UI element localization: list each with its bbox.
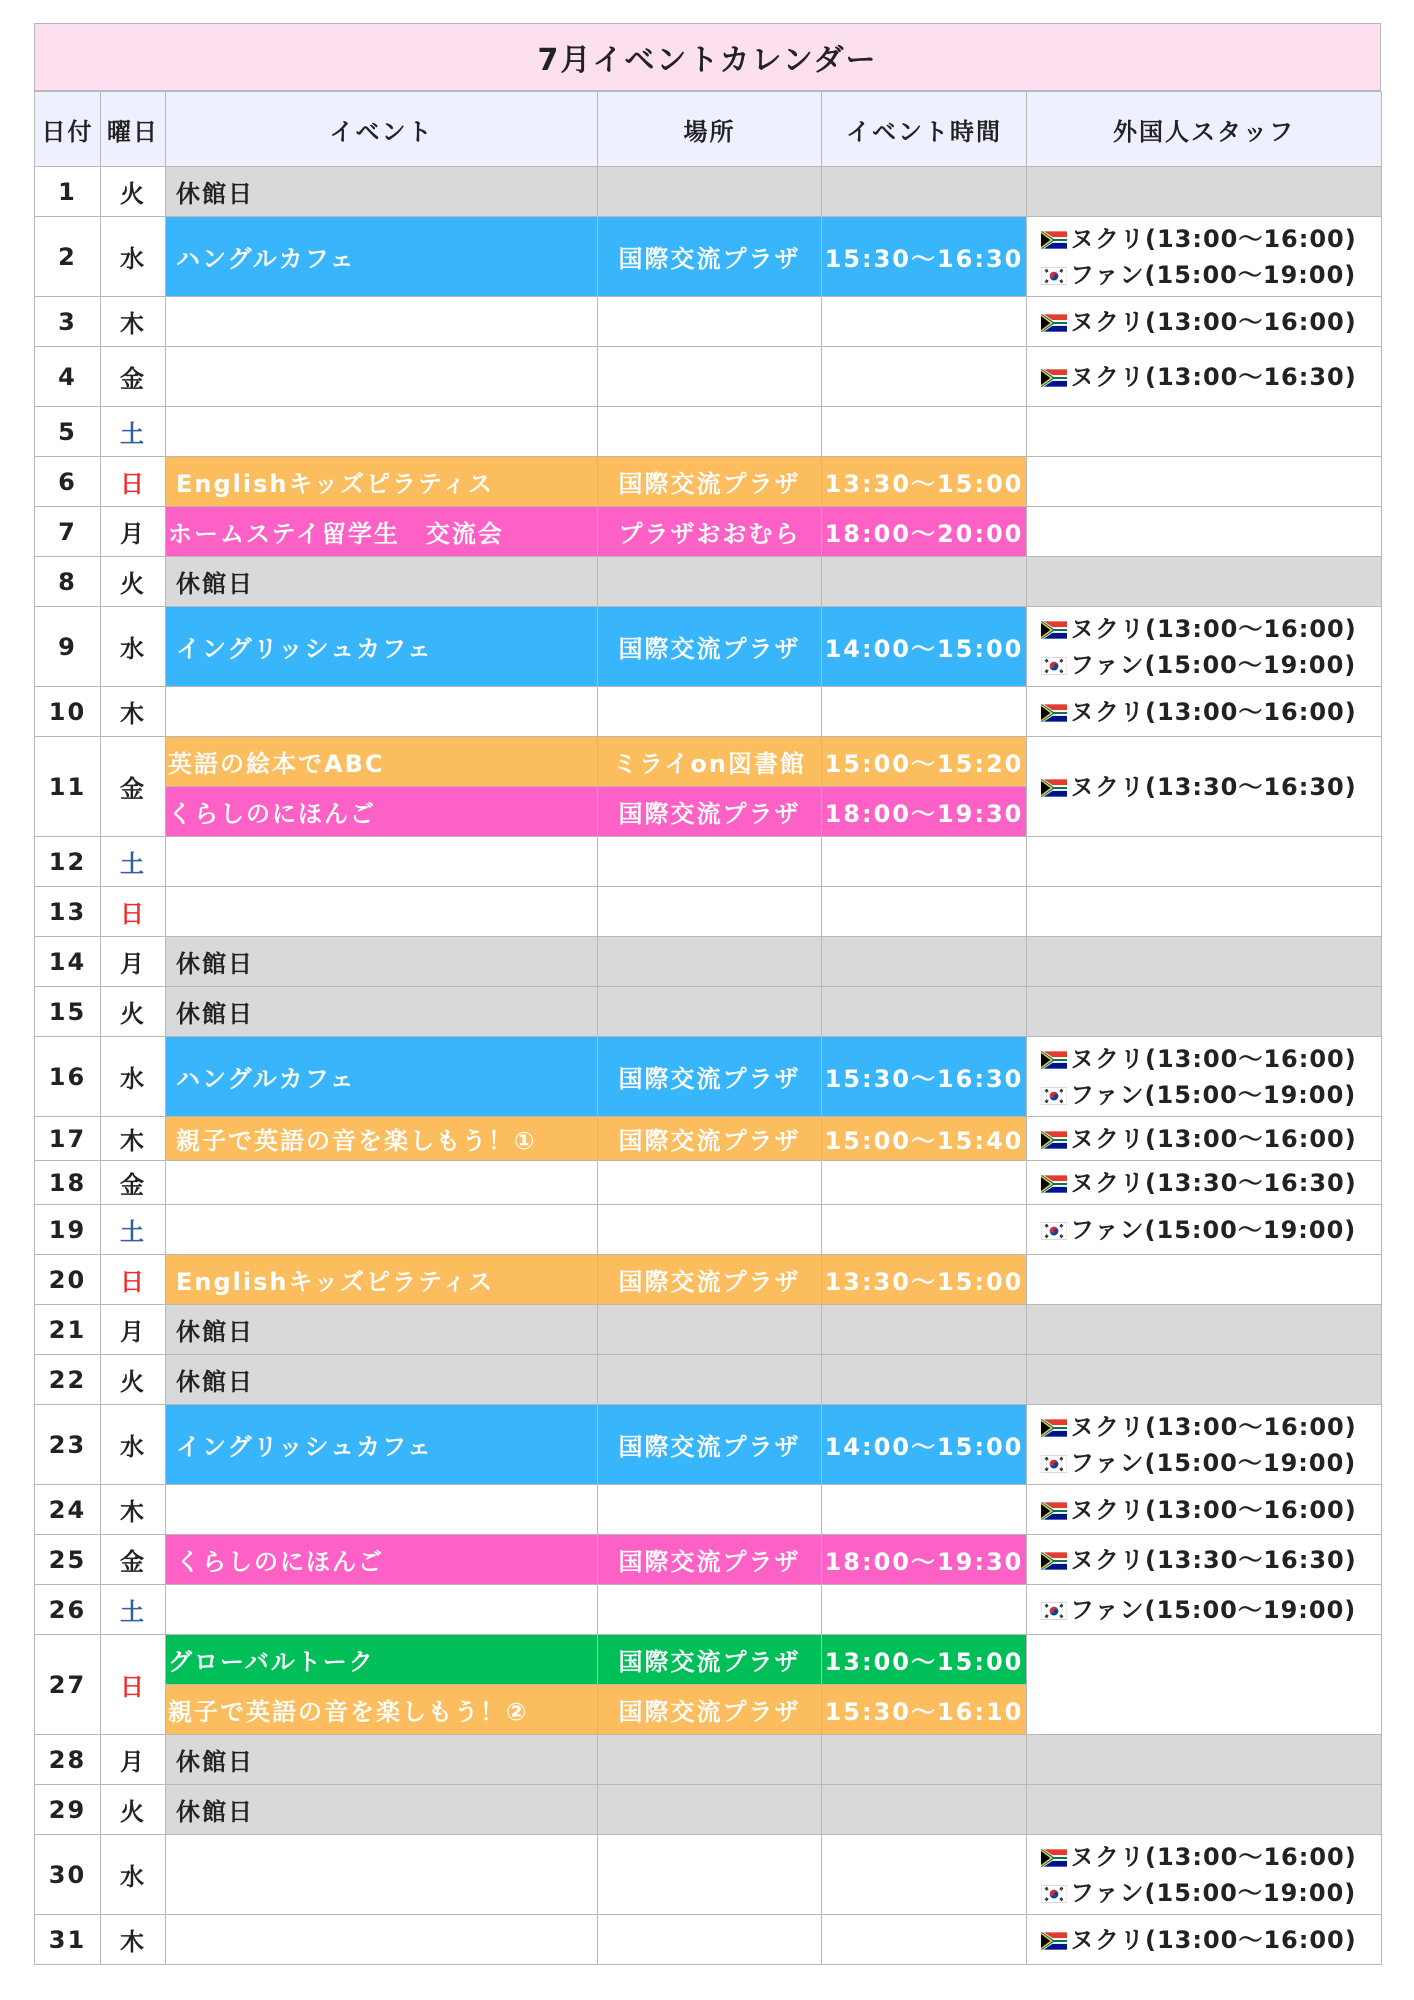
event-place-cell <box>598 407 822 457</box>
table-row <box>35 1915 1382 1965</box>
date-cell: 24 <box>35 1485 101 1535</box>
table-row <box>35 1037 1382 1117</box>
weekday-cell: 火 <box>101 1355 166 1405</box>
weekday-cell: 月 <box>101 937 166 987</box>
korea-flag-icon <box>1041 657 1067 675</box>
staff-cell <box>1027 1585 1382 1635</box>
event-name-cell: 休館日 <box>166 1785 598 1835</box>
event-place-cell <box>598 167 822 217</box>
event-name-cell: 休館日 <box>166 1735 598 1785</box>
date-cell: 21 <box>35 1305 101 1355</box>
staff-cell <box>1027 407 1382 457</box>
date-cell: 6 <box>35 457 101 507</box>
event-place-cell: 国際交流プラザ <box>598 1037 822 1117</box>
table-row <box>35 457 1382 507</box>
event-place-cell <box>598 1305 822 1355</box>
date-cell: 4 <box>35 347 101 407</box>
event-time-cell <box>822 167 1027 217</box>
event-place-cell <box>598 687 822 737</box>
weekday-cell: 月 <box>101 1735 166 1785</box>
event-place-cell <box>598 837 822 887</box>
staff-name: ファン(15:00〜19:00) <box>1070 1595 1357 1624</box>
date-cell: 5 <box>35 407 101 457</box>
staff-name: ヌクリ(13:30〜16:30) <box>1070 1168 1357 1197</box>
staff-entry <box>1041 769 1381 805</box>
staff-cell <box>1027 607 1382 687</box>
event-name-cell <box>166 687 598 737</box>
south-africa-flag-icon <box>1041 314 1067 332</box>
table-row <box>35 1485 1382 1535</box>
date-cell: 30 <box>35 1835 101 1915</box>
event-time-cell: 18:00〜19:30 <box>822 787 1027 837</box>
table-row <box>35 737 1382 787</box>
weekday-cell: 木 <box>101 1117 166 1161</box>
weekday-cell: 日 <box>101 887 166 937</box>
staff-cell <box>1027 987 1382 1037</box>
event-name-cell: 親子で英語の音を楽しもう！② <box>166 1685 598 1735</box>
event-place-cell <box>598 1585 822 1635</box>
weekday-cell: 土 <box>101 837 166 887</box>
staff-cell <box>1027 937 1382 987</box>
event-time-cell <box>822 1205 1027 1255</box>
event-name-cell: ハングルカフェ <box>166 1037 598 1117</box>
staff-name: ヌクリ(13:00〜16:00) <box>1070 1412 1357 1441</box>
weekday-cell: 火 <box>101 167 166 217</box>
event-name-cell <box>166 1585 598 1635</box>
staff-cell <box>1027 557 1382 607</box>
date-cell: 2 <box>35 217 101 297</box>
table-row <box>35 167 1382 217</box>
staff-name: ヌクリ(13:00〜16:00) <box>1070 1925 1357 1954</box>
date-cell: 16 <box>35 1037 101 1117</box>
weekday-cell: 木 <box>101 1915 166 1965</box>
staff-cell <box>1027 1915 1382 1965</box>
table-row <box>35 1255 1382 1305</box>
header-weekday: 曜日 <box>101 92 166 167</box>
event-name-cell: 英語の絵本でABC <box>166 737 598 787</box>
weekday-cell: 金 <box>101 1161 166 1205</box>
weekday-cell: 日 <box>101 457 166 507</box>
staff-name: ヌクリ(13:00〜16:00) <box>1070 1495 1357 1524</box>
date-cell: 8 <box>35 557 101 607</box>
weekday-cell: 土 <box>101 1205 166 1255</box>
staff-entry <box>1041 647 1381 683</box>
date-cell: 14 <box>35 937 101 987</box>
event-time-cell <box>822 407 1027 457</box>
staff-name: ヌクリ(13:00〜16:00) <box>1070 1842 1357 1871</box>
staff-entry <box>1041 1445 1381 1481</box>
event-name-cell <box>166 1485 598 1535</box>
staff-name: ヌクリ(13:00〜16:00) <box>1070 224 1357 253</box>
korea-flag-icon <box>1041 1885 1067 1903</box>
event-place-cell: 国際交流プラザ <box>598 1255 822 1305</box>
south-africa-flag-icon <box>1041 1131 1067 1149</box>
table-row <box>35 1117 1382 1161</box>
staff-name: ヌクリ(13:00〜16:30) <box>1070 362 1357 391</box>
event-place-cell: 国際交流プラザ <box>598 1117 822 1161</box>
event-time-cell: 18:00〜19:30 <box>822 1535 1027 1585</box>
staff-cell <box>1027 1635 1382 1735</box>
table-row <box>35 687 1382 737</box>
staff-name: ヌクリ(13:30〜16:30) <box>1070 772 1357 801</box>
weekday-cell: 土 <box>101 1585 166 1635</box>
staff-name: ヌクリ(13:00〜16:00) <box>1070 1044 1357 1073</box>
event-place-cell <box>598 1355 822 1405</box>
event-name-cell <box>166 1915 598 1965</box>
calendar-table <box>34 91 1382 1965</box>
weekday-cell: 金 <box>101 347 166 407</box>
staff-entry <box>1041 1542 1381 1578</box>
staff-cell <box>1027 1535 1382 1585</box>
date-cell: 10 <box>35 687 101 737</box>
staff-cell <box>1027 1037 1382 1117</box>
staff-name: ファン(15:00〜19:00) <box>1070 1448 1357 1477</box>
event-time-cell: 15:30〜16:30 <box>822 217 1027 297</box>
staff-entry <box>1041 359 1381 395</box>
table-row <box>35 837 1382 887</box>
staff-name: ファン(15:00〜19:00) <box>1070 650 1357 679</box>
event-time-cell: 15:00〜15:40 <box>822 1117 1027 1161</box>
staff-entry <box>1041 1492 1381 1528</box>
staff-name: ファン(15:00〜19:00) <box>1070 1878 1357 1907</box>
event-calendar <box>34 23 1381 1965</box>
event-name-cell: 休館日 <box>166 1355 598 1405</box>
staff-name: ヌクリ(13:00〜16:00) <box>1070 614 1357 643</box>
weekday-cell: 金 <box>101 737 166 837</box>
south-africa-flag-icon <box>1041 1552 1067 1570</box>
table-row <box>35 1305 1382 1355</box>
header-place: 場所 <box>598 92 822 167</box>
event-time-cell: 14:00〜15:00 <box>822 1405 1027 1485</box>
event-time-cell <box>822 1735 1027 1785</box>
event-name-cell: 休館日 <box>166 557 598 607</box>
staff-entry <box>1041 1922 1381 1958</box>
event-place-cell: 国際交流プラザ <box>598 217 822 297</box>
event-name-cell <box>166 1835 598 1915</box>
table-row <box>35 557 1382 607</box>
event-time-cell <box>822 1305 1027 1355</box>
table-row <box>35 607 1382 687</box>
event-name-cell <box>166 837 598 887</box>
weekday-cell: 日 <box>101 1255 166 1305</box>
date-cell: 7 <box>35 507 101 557</box>
event-name-cell: くらしのにほんご <box>166 787 598 837</box>
date-cell: 26 <box>35 1585 101 1635</box>
event-place-cell <box>598 297 822 347</box>
event-name-cell <box>166 347 598 407</box>
date-cell: 25 <box>35 1535 101 1585</box>
event-place-cell: ミライon図書館 <box>598 737 822 787</box>
table-row <box>35 1585 1382 1635</box>
staff-cell <box>1027 1355 1382 1405</box>
staff-cell <box>1027 1785 1382 1835</box>
staff-entry <box>1041 1592 1381 1628</box>
weekday-cell: 水 <box>101 1835 166 1915</box>
event-time-cell <box>822 837 1027 887</box>
weekday-cell: 金 <box>101 1535 166 1585</box>
date-cell: 31 <box>35 1915 101 1965</box>
weekday-cell: 木 <box>101 297 166 347</box>
event-place-cell: 国際交流プラザ <box>598 1405 822 1485</box>
event-time-cell <box>822 347 1027 407</box>
staff-entry <box>1041 257 1381 293</box>
south-africa-flag-icon <box>1041 1051 1067 1069</box>
table-row <box>35 887 1382 937</box>
header-row <box>35 92 1382 167</box>
date-cell: 28 <box>35 1735 101 1785</box>
staff-entry <box>1041 1077 1381 1113</box>
south-africa-flag-icon <box>1041 1849 1067 1867</box>
staff-entry <box>1041 1875 1381 1911</box>
table-row <box>35 1635 1382 1685</box>
event-name-cell: イングリッシュカフェ <box>166 607 598 687</box>
korea-flag-icon <box>1041 1455 1067 1473</box>
event-place-cell: 国際交流プラザ <box>598 607 822 687</box>
weekday-cell: 火 <box>101 557 166 607</box>
date-cell: 12 <box>35 837 101 887</box>
event-place-cell: 国際交流プラザ <box>598 1685 822 1735</box>
staff-cell <box>1027 347 1382 407</box>
event-time-cell <box>822 297 1027 347</box>
event-place-cell <box>598 557 822 607</box>
staff-entry <box>1041 221 1381 257</box>
staff-entry <box>1041 1212 1381 1248</box>
table-row <box>35 217 1382 297</box>
header-staff: 外国人スタッフ <box>1027 92 1382 167</box>
event-name-cell: 休館日 <box>166 987 598 1037</box>
table-row <box>35 297 1382 347</box>
event-time-cell <box>822 687 1027 737</box>
event-name-cell: 休館日 <box>166 167 598 217</box>
event-place-cell <box>598 1735 822 1785</box>
event-time-cell: 13:30〜15:00 <box>822 1255 1027 1305</box>
header-date: 日付 <box>35 92 101 167</box>
weekday-cell: 土 <box>101 407 166 457</box>
staff-cell <box>1027 1161 1382 1205</box>
date-cell: 1 <box>35 167 101 217</box>
staff-cell <box>1027 217 1382 297</box>
weekday-cell: 木 <box>101 1485 166 1535</box>
staff-name: ヌクリ(13:00〜16:00) <box>1070 1124 1357 1153</box>
event-time-cell: 18:00〜20:00 <box>822 507 1027 557</box>
event-place-cell: 国際交流プラザ <box>598 787 822 837</box>
staff-name: ファン(15:00〜19:00) <box>1070 260 1357 289</box>
date-cell: 17 <box>35 1117 101 1161</box>
event-place-cell <box>598 1205 822 1255</box>
event-place-cell: プラザおおむら <box>598 507 822 557</box>
table-row <box>35 937 1382 987</box>
event-place-cell <box>598 1785 822 1835</box>
staff-name: ヌクリ(13:00〜16:00) <box>1070 697 1357 726</box>
weekday-cell: 水 <box>101 217 166 297</box>
table-row <box>35 987 1382 1037</box>
event-time-cell <box>822 1485 1027 1535</box>
staff-cell <box>1027 687 1382 737</box>
event-name-cell: Englishキッズピラティス <box>166 1255 598 1305</box>
weekday-cell: 木 <box>101 687 166 737</box>
event-place-cell <box>598 1161 822 1205</box>
staff-cell <box>1027 1305 1382 1355</box>
south-africa-flag-icon <box>1041 1175 1067 1193</box>
south-africa-flag-icon <box>1041 1932 1067 1950</box>
weekday-cell: 月 <box>101 1305 166 1355</box>
staff-cell <box>1027 887 1382 937</box>
staff-cell <box>1027 1835 1382 1915</box>
table-row <box>35 1835 1382 1915</box>
staff-cell <box>1027 1405 1382 1485</box>
staff-cell <box>1027 1117 1382 1161</box>
table-row <box>35 1161 1382 1205</box>
table-row <box>35 1355 1382 1405</box>
staff-cell <box>1027 507 1382 557</box>
event-name-cell: 親子で英語の音を楽しもう！① <box>166 1117 598 1161</box>
event-name-cell <box>166 1161 598 1205</box>
staff-name: ファン(15:00〜19:00) <box>1070 1215 1357 1244</box>
event-name-cell: グローバルトーク <box>166 1635 598 1685</box>
event-time-cell <box>822 1585 1027 1635</box>
event-time-cell <box>822 937 1027 987</box>
korea-flag-icon <box>1041 1602 1067 1620</box>
event-place-cell <box>598 1485 822 1535</box>
event-name-cell: くらしのにほんご <box>166 1535 598 1585</box>
header-time: イベント時間 <box>822 92 1027 167</box>
staff-entry <box>1041 1409 1381 1445</box>
table-row <box>35 1205 1382 1255</box>
event-time-cell: 15:30〜16:10 <box>822 1685 1027 1735</box>
event-name-cell: ハングルカフェ <box>166 217 598 297</box>
south-africa-flag-icon <box>1041 1419 1067 1437</box>
event-time-cell <box>822 987 1027 1037</box>
event-time-cell <box>822 557 1027 607</box>
event-time-cell: 15:00〜15:20 <box>822 737 1027 787</box>
event-name-cell <box>166 297 598 347</box>
staff-cell <box>1027 1485 1382 1535</box>
event-name-cell: 休館日 <box>166 1305 598 1355</box>
event-name-cell: Englishキッズピラティス <box>166 457 598 507</box>
event-time-cell <box>822 1835 1027 1915</box>
event-name-cell <box>166 887 598 937</box>
staff-entry <box>1041 1839 1381 1875</box>
event-name-cell <box>166 1205 598 1255</box>
south-africa-flag-icon <box>1041 1502 1067 1520</box>
event-place-cell <box>598 937 822 987</box>
event-name-cell <box>166 407 598 457</box>
table-row <box>35 1405 1382 1485</box>
event-place-cell: 国際交流プラザ <box>598 1635 822 1685</box>
weekday-cell: 水 <box>101 1037 166 1117</box>
event-time-cell: 14:00〜15:00 <box>822 607 1027 687</box>
korea-flag-icon <box>1041 267 1067 285</box>
south-africa-flag-icon <box>1041 704 1067 722</box>
staff-cell <box>1027 737 1382 837</box>
staff-cell <box>1027 837 1382 887</box>
calendar-title: 7月イベントカレンダー <box>34 23 1381 91</box>
table-row <box>35 1535 1382 1585</box>
date-cell: 3 <box>35 297 101 347</box>
event-place-cell <box>598 887 822 937</box>
date-cell: 27 <box>35 1635 101 1735</box>
staff-cell <box>1027 1735 1382 1785</box>
staff-entry <box>1041 611 1381 647</box>
event-time-cell: 13:30〜15:00 <box>822 457 1027 507</box>
weekday-cell: 火 <box>101 987 166 1037</box>
staff-name: ヌクリ(13:00〜16:00) <box>1070 307 1357 336</box>
south-africa-flag-icon <box>1041 621 1067 639</box>
event-time-cell <box>822 1785 1027 1835</box>
event-place-cell <box>598 1915 822 1965</box>
table-row <box>35 347 1382 407</box>
event-time-cell <box>822 1161 1027 1205</box>
event-place-cell <box>598 1835 822 1915</box>
calendar-body <box>35 167 1382 1965</box>
date-cell: 22 <box>35 1355 101 1405</box>
table-row <box>35 407 1382 457</box>
event-place-cell: 国際交流プラザ <box>598 457 822 507</box>
staff-cell <box>1027 1205 1382 1255</box>
staff-cell <box>1027 1255 1382 1305</box>
korea-flag-icon <box>1041 1087 1067 1105</box>
south-africa-flag-icon <box>1041 369 1067 387</box>
event-time-cell <box>822 887 1027 937</box>
date-cell: 11 <box>35 737 101 837</box>
weekday-cell: 月 <box>101 507 166 557</box>
date-cell: 20 <box>35 1255 101 1305</box>
staff-cell <box>1027 167 1382 217</box>
staff-entry <box>1041 694 1381 730</box>
event-name-cell: ホームステイ留学生 交流会 <box>166 507 598 557</box>
staff-cell <box>1027 457 1382 507</box>
staff-entry <box>1041 1121 1381 1157</box>
event-place-cell <box>598 987 822 1037</box>
date-cell: 13 <box>35 887 101 937</box>
event-name-cell: 休館日 <box>166 937 598 987</box>
weekday-cell: 火 <box>101 1785 166 1835</box>
date-cell: 19 <box>35 1205 101 1255</box>
staff-name: ヌクリ(13:30〜16:30) <box>1070 1545 1357 1574</box>
event-name-cell: イングリッシュカフェ <box>166 1405 598 1485</box>
date-cell: 15 <box>35 987 101 1037</box>
event-time-cell: 15:30〜16:30 <box>822 1037 1027 1117</box>
staff-cell <box>1027 297 1382 347</box>
south-africa-flag-icon <box>1041 231 1067 249</box>
weekday-cell: 水 <box>101 607 166 687</box>
staff-entry <box>1041 1165 1381 1201</box>
date-cell: 23 <box>35 1405 101 1485</box>
staff-entry <box>1041 1041 1381 1077</box>
date-cell: 9 <box>35 607 101 687</box>
weekday-cell: 水 <box>101 1405 166 1485</box>
header-event: イベント <box>166 92 598 167</box>
event-place-cell: 国際交流プラザ <box>598 1535 822 1585</box>
event-place-cell <box>598 347 822 407</box>
table-row <box>35 1785 1382 1835</box>
korea-flag-icon <box>1041 1222 1067 1240</box>
event-time-cell <box>822 1355 1027 1405</box>
date-cell: 18 <box>35 1161 101 1205</box>
staff-name: ファン(15:00〜19:00) <box>1070 1080 1357 1109</box>
date-cell: 29 <box>35 1785 101 1835</box>
staff-entry <box>1041 304 1381 340</box>
weekday-cell: 日 <box>101 1635 166 1735</box>
event-time-cell <box>822 1915 1027 1965</box>
table-row <box>35 507 1382 557</box>
event-time-cell: 13:00〜15:00 <box>822 1635 1027 1685</box>
table-row <box>35 1735 1382 1785</box>
south-africa-flag-icon <box>1041 779 1067 797</box>
